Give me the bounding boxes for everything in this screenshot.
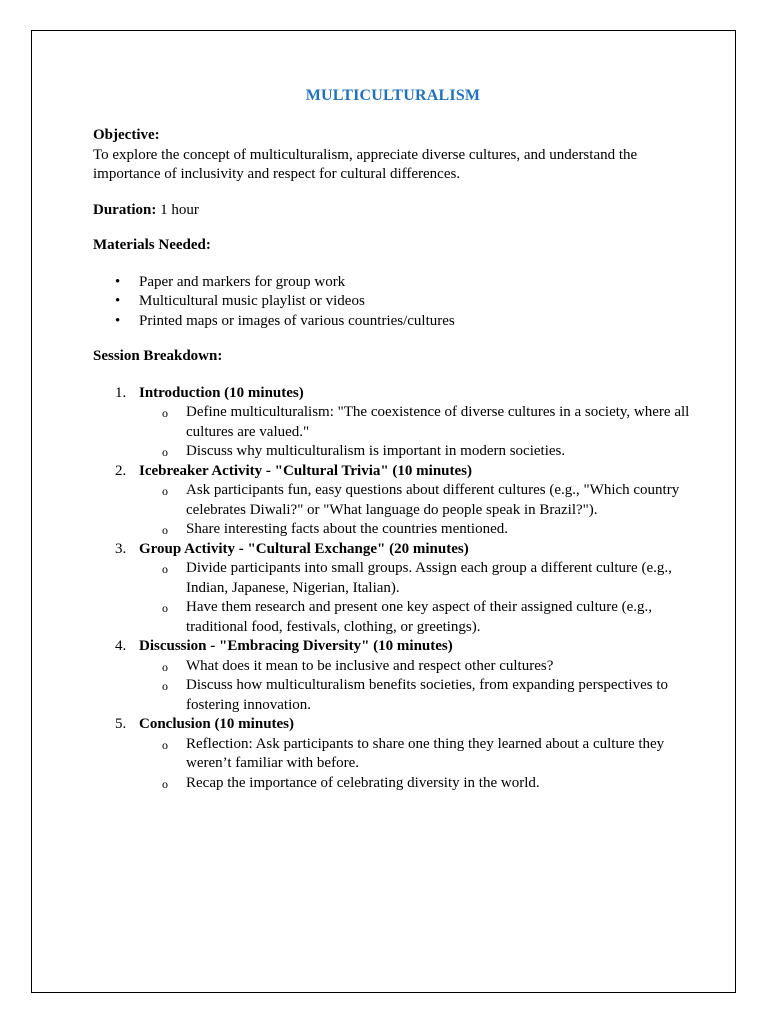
document-content bbox=[93, 86, 693, 793]
materials-list-item bbox=[93, 312, 693, 332]
session-item-conclusion bbox=[93, 715, 693, 793]
session-points bbox=[139, 657, 693, 716]
session-point bbox=[139, 657, 693, 677]
point-text: Define multiculturalism: "The coexistence of diverse cultures in a society, where all cultures are valued." bbox=[186, 404, 690, 440]
session-points bbox=[139, 403, 693, 462]
materials-label: Materials Needed: bbox=[93, 237, 211, 253]
point-text: Recap the importance of celebrating diversity in the world. bbox=[186, 774, 540, 791]
point-text: Discuss why multiculturalism is important in modern societies. bbox=[186, 443, 566, 459]
duration-line bbox=[93, 201, 693, 221]
session-point bbox=[139, 520, 693, 540]
session-point bbox=[139, 676, 693, 715]
duration-value: 1 hour bbox=[156, 201, 199, 218]
session-list bbox=[93, 384, 693, 794]
session-item-discussion bbox=[93, 637, 693, 715]
hollow-bullet-icon: o bbox=[162, 406, 168, 420]
session-point bbox=[139, 598, 693, 637]
objective-section bbox=[93, 126, 693, 185]
hollow-bullet-icon: o bbox=[162, 679, 168, 693]
point-text: Ask participants fun, easy questions about different cultures (e.g., "Which country celebrates Diwali?" or "What language do people speak in Brazil?"). bbox=[186, 482, 680, 518]
document-title: MULTICULTURALISM bbox=[305, 87, 481, 104]
session-points bbox=[139, 735, 693, 794]
session-points bbox=[139, 481, 693, 540]
session-title: Icebreaker Activity - "Cultural Trivia" (10 minutes) bbox=[139, 462, 473, 479]
hollow-bullet-icon: o bbox=[162, 523, 168, 537]
point-text: Divide participants into small groups. Assign each group a different culture (e.g., Indian, Japanese, Nigerian, Italian). bbox=[186, 560, 672, 596]
material-text: Paper and markers for group work bbox=[139, 273, 346, 290]
hollow-bullet-icon: o bbox=[162, 484, 168, 498]
session-points bbox=[139, 559, 693, 637]
bullet-icon: • bbox=[115, 273, 121, 290]
point-text: Have them research and present one key aspect of their assigned culture (e.g., traditional food, festivals, clothing, or greetings). bbox=[186, 599, 653, 635]
objective-text: To explore the concept of multiculturalism, appreciate diverse cultures, and understand the importance of inclusivity and respect for cultural differences. bbox=[93, 146, 638, 182]
point-text: Share interesting facts about the countries mentioned. bbox=[186, 521, 508, 537]
point-text: Reflection: Ask participants to share one thing they learned about a culture they weren’t familiar with before. bbox=[186, 735, 665, 771]
hollow-bullet-icon: o bbox=[162, 737, 168, 752]
objective-label: Objective: bbox=[93, 127, 160, 143]
session-point bbox=[139, 403, 693, 442]
session-point bbox=[139, 442, 693, 462]
document-page bbox=[31, 30, 736, 993]
session-title: Group Activity - "Cultural Exchange" (20 minutes) bbox=[139, 540, 469, 557]
hollow-bullet-icon: o bbox=[162, 562, 168, 576]
session-point bbox=[139, 735, 693, 774]
material-text: Printed maps or images of various countries/cultures bbox=[139, 312, 455, 329]
duration-label: Duration: bbox=[93, 201, 157, 218]
hollow-bullet-icon: o bbox=[162, 445, 168, 459]
materials-list bbox=[93, 273, 693, 332]
session-title: Conclusion (10 minutes) bbox=[139, 716, 295, 732]
session-number: 3. bbox=[115, 540, 127, 557]
session-point bbox=[139, 481, 693, 520]
session-item-icebreaker bbox=[93, 462, 693, 540]
session-point bbox=[139, 559, 693, 598]
point-text: Discuss how multiculturalism benefits societies, from expanding perspectives to fostering innovation. bbox=[186, 677, 668, 713]
material-text: Multicultural music playlist or videos bbox=[139, 293, 365, 309]
hollow-bullet-icon: o bbox=[162, 659, 168, 674]
session-item-introduction bbox=[93, 384, 693, 462]
session-number: 4. bbox=[115, 638, 127, 654]
session-point bbox=[139, 774, 693, 794]
session-title: Introduction (10 minutes) bbox=[139, 384, 304, 401]
hollow-bullet-icon: o bbox=[162, 776, 168, 791]
session-number: 2. bbox=[115, 462, 127, 479]
bullet-icon: • bbox=[115, 312, 121, 329]
materials-list-item bbox=[93, 273, 693, 293]
bullet-icon: • bbox=[115, 293, 121, 309]
point-text: What does it mean to be inclusive and respect other cultures? bbox=[186, 657, 554, 674]
materials-list-item bbox=[93, 292, 693, 312]
session-number: 5. bbox=[115, 716, 127, 732]
breakdown-label: Session Breakdown: bbox=[93, 348, 223, 364]
hollow-bullet-icon: o bbox=[162, 601, 168, 615]
session-item-group-activity bbox=[93, 540, 693, 638]
session-number: 1. bbox=[115, 384, 127, 401]
session-title: Discussion - "Embracing Diversity" (10 minutes) bbox=[139, 638, 453, 654]
